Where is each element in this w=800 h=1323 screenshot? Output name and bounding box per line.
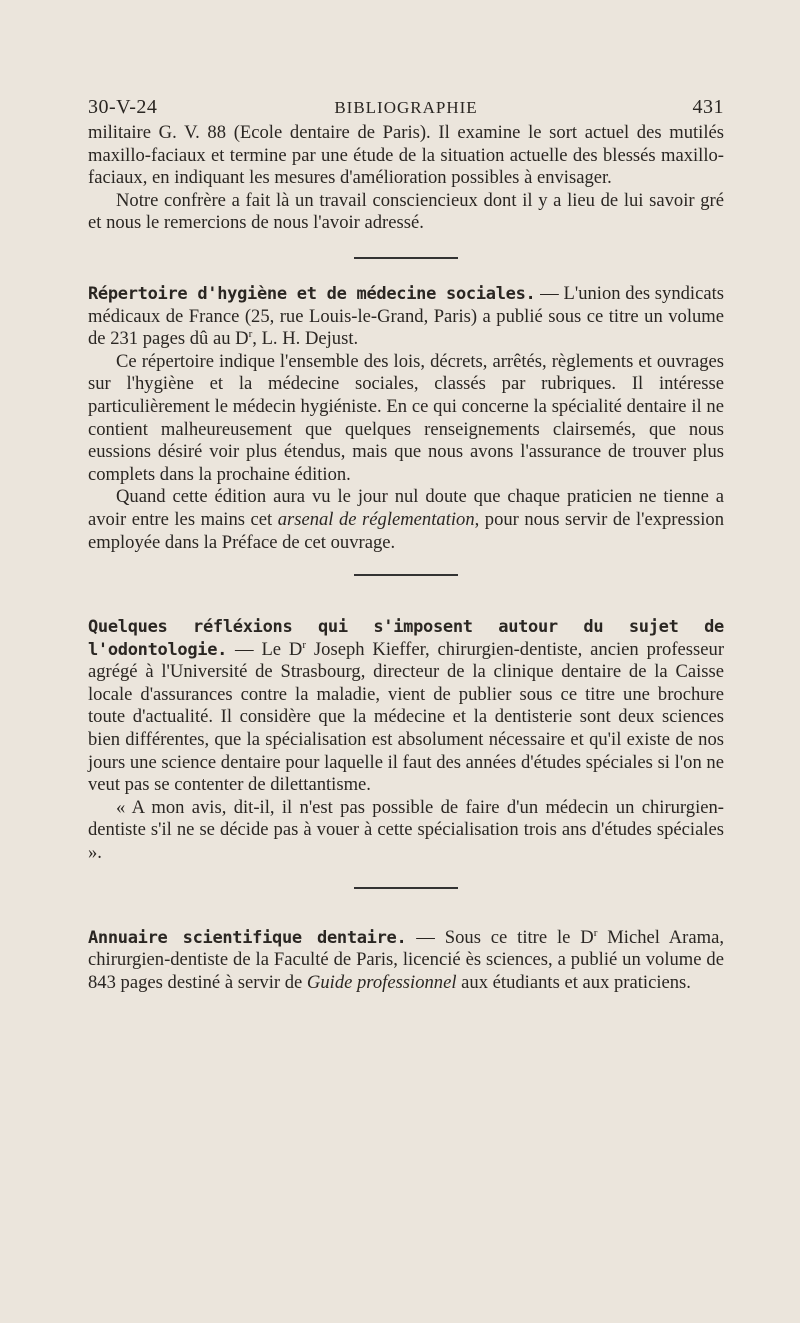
section1-title: Répertoire d'hygiène et de médecine sociales. — [88, 283, 536, 304]
section-divider — [354, 887, 458, 889]
section1-lead-paragraph — [88, 283, 724, 351]
section3-title: Annuaire scientifique dentaire. — [88, 927, 407, 948]
section1-paragraph-last — [88, 486, 724, 554]
page-number: 431 — [692, 96, 724, 118]
section1-paragraph: Ce répertoire indique l'ensemble des lois, décrets, arrêtés, règlements et ouvrages sur l'hygiène et la médecine sociales, classés par rubriques. Il intéresse particulièrement le médecin hygiéniste. En ce qui concerne la spécialité dentaire il ne contient malheureusement que quelques renseignements clairsemés, que nous eussions désiré voir plus étendus, mais que nous avons l'assurance de trouver plus complets dans la prochaine édition. — [88, 350, 724, 485]
section-divider — [354, 257, 458, 259]
section2-lead-paragraph — [88, 616, 724, 797]
section1-p3-text: Quand cette édition aura vu le jour nul doute que chaque praticien ne tienne a avoir entre les mains cet — [88, 486, 724, 530]
section2-lead-text: — Le D — [227, 638, 303, 660]
section3-lead-text: — Sous ce titre le D — [406, 926, 594, 948]
section3-lead-paragraph — [88, 927, 724, 995]
section2-quote-paragraph: « A mon avis, dit-il, il n'est pas possible de faire d'un médecin un chirurgien-dentiste s'il ne se décide pas à vouer à cette spécialisation trois ans d'études spéciales ». — [88, 796, 724, 864]
section3-lead-sup: r — [593, 926, 598, 939]
section1-p3-text-end: , pour nous servir de l'expression employée dans la Préface de cet ouvrage. — [88, 508, 724, 553]
section-divider — [354, 574, 458, 576]
section2-lead-sup: r — [302, 638, 307, 651]
intro-closing-paragraph: Notre confrère a fait là un travail consciencieux dont il y a lieu de lui savoir gré et nous le remercions de nous l'avoir adressé. — [88, 189, 724, 234]
section1-lead-text: — L'union des syndicats médicaux de France (25, rue Louis-le-Grand, Paris) a publié sous ce titre un volume de 231 pages dû au D — [88, 282, 724, 350]
section2-title: Quelques réfléxions qui s'imposent autour du sujet de l'odontologie. — [88, 617, 724, 660]
header-date: 30-V-24 — [88, 96, 158, 118]
intro-paragraph: militaire G. V. 88 (Ecole dentaire de Paris). Il examine le sort actuel des mutilés maxillo-faciaux et termine par une étude de la situation actuelle des blessés maxillo-faciaux, en indiquant les mesures d'amélioration possibles à envisager. — [88, 122, 724, 189]
book-page — [88, 96, 724, 994]
running-head — [88, 96, 724, 122]
header-section-title: BIBLIOGRAPHIE — [334, 98, 478, 117]
section1-lead-text-end: , L. H. Dejust. — [252, 328, 359, 350]
section3-lead-text-end: aux étudiants et aux praticiens. — [456, 971, 691, 993]
section3-lead-text-mid: Michel Arama, chirurgien-dentiste de la Faculté de Paris, licencié ès sciences, a publié un volume de 843 pages destiné à servir de — [88, 926, 724, 993]
section3-italic-title: Guide professionnel — [306, 971, 457, 993]
section1-lead-sup: r — [248, 328, 253, 341]
section2-lead-text-end: Joseph Kieffer, chirurgien-dentiste, ancien professeur agrégé à l'Université de Strasbourg, directeur de la clinique dentaire de la Caisse locale d'assurances contre la maladie, vient de publier sous ce titre une brochure toute d'actualité. Il considère que la médecine et la dentisterie sont deux sciences bien différentes, que la spécialisation est absolument nécessaire et qu'il existe de nos jours une science dentaire pour laquelle il faut des années d'études spéciales si l'on ne veut pas se contenter de dilettantisme. — [88, 638, 725, 796]
section1-p3-italic: arsenal de réglementation — [277, 508, 475, 530]
